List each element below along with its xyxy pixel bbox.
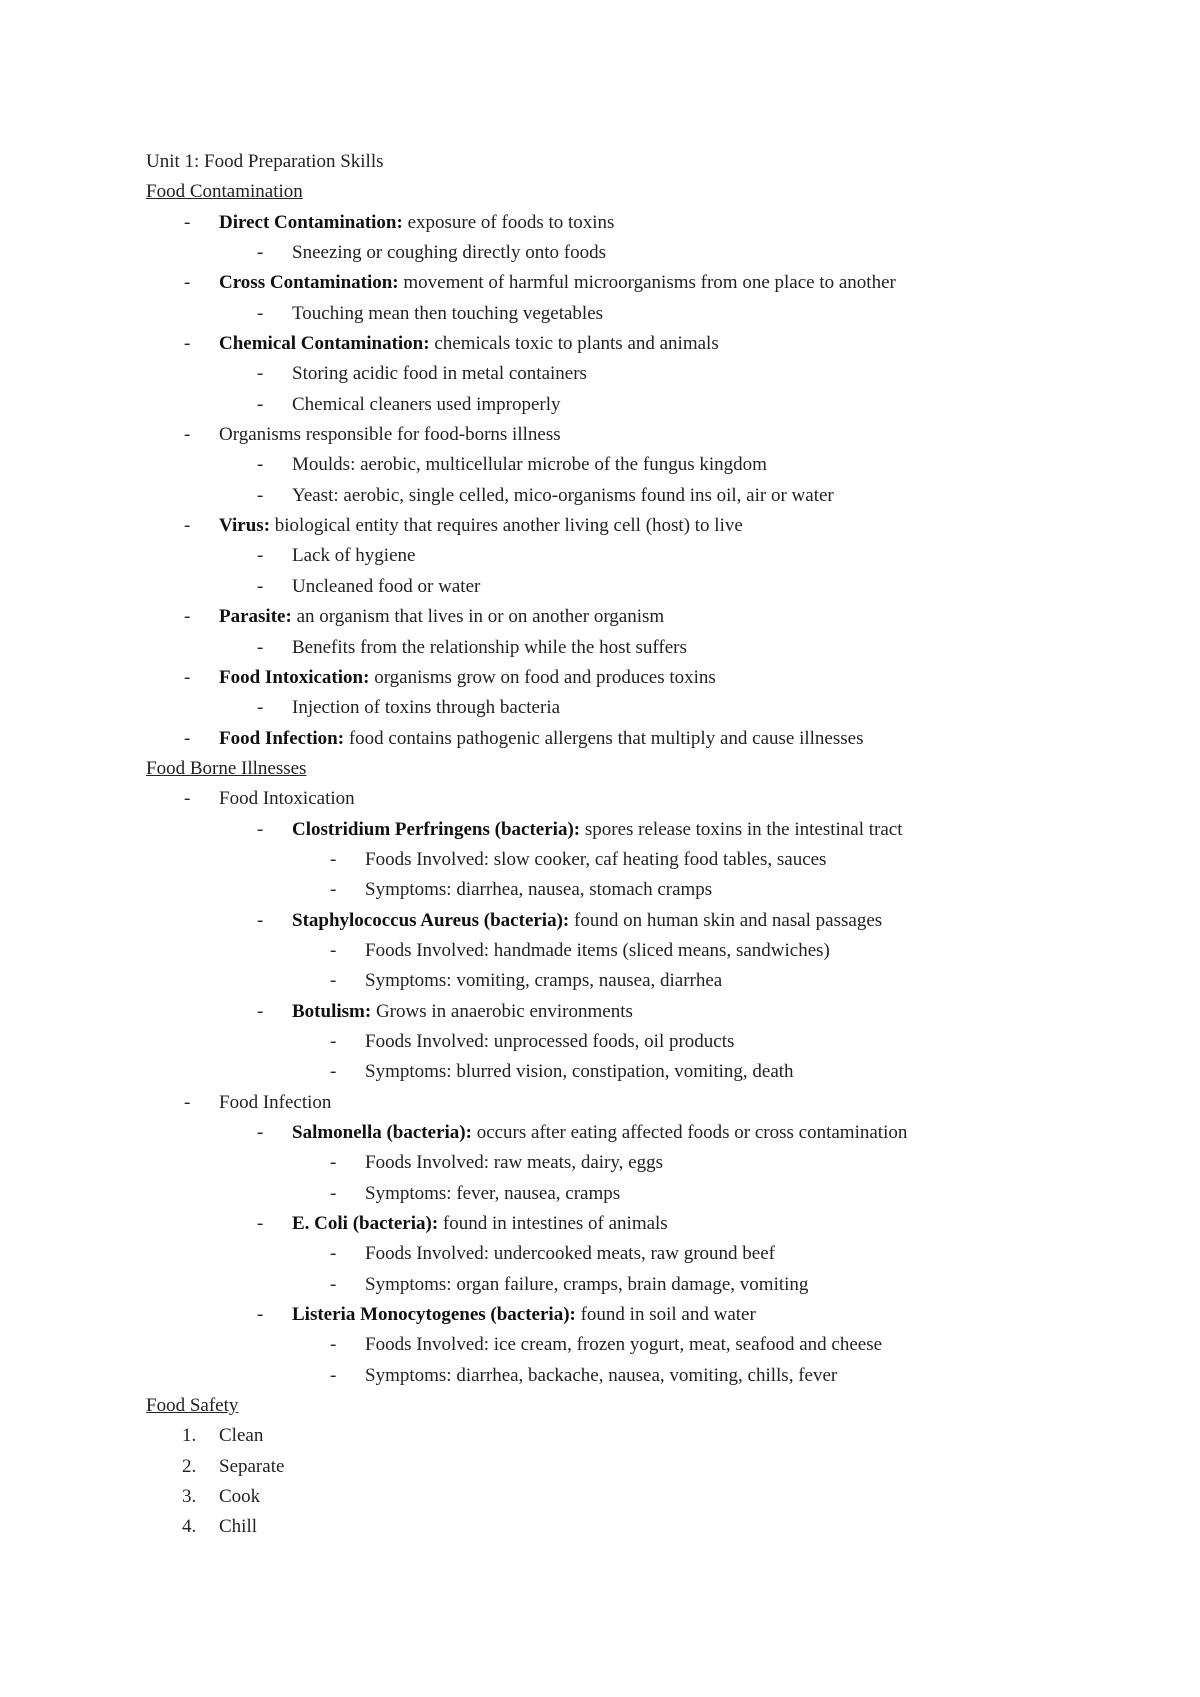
list-item [146,1300,1146,1330]
term: Parasite: [219,606,292,628]
definition: an organism that lives in or on another organism [291,606,665,628]
list-item-text: Benefits from the relationship while the host suffers [292,636,687,658]
definition: chemicals toxic to plants and animals [429,333,719,355]
list-item [146,1179,1146,1209]
list-item [146,268,1146,298]
bullet-marker: - [184,727,191,749]
bullet-marker: - [330,1334,337,1356]
list-item [146,1057,1146,1087]
list-item [146,420,1146,450]
list-item-text: Food Infection [219,1091,332,1113]
bullet-marker: - [330,1061,337,1083]
bullet-marker: - [257,484,264,506]
term: Direct Contamination: [219,211,403,233]
bullet-marker: - [330,1243,337,1265]
bullet-marker: - [257,1213,264,1235]
definition: found in soil and water [575,1304,756,1326]
list-item [146,511,1146,541]
list-item-text: Storing acidic food in metal containers [292,363,587,385]
numbered-item [146,1512,1146,1542]
list-item-text: Foods Involved: ice cream, frozen yogurt, meat, seafood and cheese [365,1334,883,1356]
list-item [146,815,1146,845]
list-item-text: Foods Involved: handmade items (sliced means, sandwiches) [365,939,830,961]
list-item [146,1239,1146,1269]
bullet-marker: - [184,666,191,688]
list-item [146,724,1146,754]
definition: spores release toxins in the intestinal tract [580,818,903,840]
bullet-marker: - [330,1152,337,1174]
bullet-marker: - [184,515,191,537]
list-item-text: Symptoms: fever, nausea, cramps [365,1182,621,1204]
list-item-text: Moulds: aerobic, multicellular microbe of the fungus kingdom [292,454,767,476]
list-item-text: Clean [219,1425,264,1447]
definition: food contains pathogenic allergens that multiply and cause illnesses [344,727,864,749]
list-item [146,299,1146,329]
list-item-text: Symptoms: diarrhea, nausea, stomach cramps [365,879,713,901]
bullet-marker: - [257,1122,264,1143]
definition: Grows in anaerobic environments [371,1000,633,1022]
list-item [146,906,1146,936]
list-item [146,1361,1146,1391]
bullet-marker: - [330,1030,337,1052]
list-item-text: Cook [219,1486,261,1508]
document-title: Unit 1: Food Preparation Skills [146,151,384,172]
list-item [146,329,1146,359]
list-number: 4. [182,1516,197,1538]
term: Salmonella (bacteria): [292,1122,472,1143]
list-item [146,1148,1146,1178]
list-item-text: Symptoms: vomiting, cramps, nausea, diarrhea [365,970,723,992]
list-number: 1. [182,1425,197,1447]
bullet-marker: - [330,1364,337,1386]
bullet-marker: - [257,697,264,719]
list-item [146,966,1146,996]
list-item [146,572,1146,602]
bullet-marker: - [257,545,264,567]
numbered-item [146,1421,1146,1451]
term: Staphylococcus Aureus (bacteria): [292,909,570,931]
list-item-text: Chill [219,1516,258,1538]
bullet-marker: - [330,1273,337,1295]
list-item-text: Foods Involved: undercooked meats, raw ground beef [365,1243,775,1265]
list-item [146,1270,1146,1300]
bullet-marker: - [257,363,264,385]
list-item [146,633,1146,663]
list-item-text: Foods Involved: raw meats, dairy, eggs [365,1152,663,1174]
list-item-text: Food Intoxication [219,788,355,810]
list-item [146,208,1146,238]
section-heading-food-safety: Food Safety [146,1395,239,1417]
bullet-marker: - [257,636,264,658]
bullet-marker: - [330,939,337,961]
list-item-text: Foods Involved: unprocessed foods, oil products [365,1030,735,1052]
list-item-text: Touching mean then touching vegetables [292,302,604,324]
term: E. Coli (bacteria): [292,1213,439,1235]
definition: found in intestines of animals [438,1213,668,1235]
bullet-marker: - [257,454,264,476]
term: Listeria Monocytogenes (bacteria): [292,1304,576,1326]
section-heading-food-contamination: Food Contamination [146,181,303,203]
bullet-marker: - [257,1000,264,1022]
list-number: 2. [182,1455,197,1477]
list-item [146,1330,1146,1360]
definition: organisms grow on food and produces toxins [369,666,716,688]
list-item [146,845,1146,875]
bullet-marker: - [330,970,337,992]
bullet-marker: - [184,272,191,294]
definition: exposure of foods to toxins [402,211,615,233]
list-item-text: Sneezing or coughing directly onto foods [292,242,606,264]
term: Botulism: [292,1000,372,1022]
bullet-marker: - [330,879,337,901]
list-number: 3. [182,1486,197,1508]
list-item-text: Separate [219,1455,285,1477]
list-item [146,602,1146,632]
list-item-text: Yeast: aerobic, single celled, mico-organisms found ins oil, air or water [292,484,834,506]
list-item-text: Lack of hygiene [292,545,416,567]
bullet-marker: - [184,788,191,810]
bullet-marker: - [184,1091,191,1113]
bullet-marker: - [257,393,264,415]
bullet-marker: - [257,1304,264,1326]
bullet-marker: - [257,242,264,264]
numbered-item [146,1452,1146,1482]
definition: found on human skin and nasal passages [569,909,883,931]
list-item-text: Symptoms: blurred vision, constipation, vomiting, death [365,1061,794,1083]
bullet-marker: - [257,818,264,840]
list-item-text: Injection of toxins through bacteria [292,697,561,719]
bullet-marker: - [257,909,264,931]
list-item [146,450,1146,480]
term: Clostridium Perfringens (bacteria): [292,818,581,840]
list-item [146,390,1146,420]
list-item [146,238,1146,268]
list-item [146,481,1146,511]
list-item [146,663,1146,693]
definition: occurs after eating affected foods or cross contamination [471,1122,908,1143]
list-item [146,997,1146,1027]
definition: movement of harmful microorganisms from one place to another [398,272,896,294]
numbered-item [146,1482,1146,1512]
term: Virus: [219,515,271,537]
bullet-marker: - [184,424,191,446]
term: Food Infection: [219,727,345,749]
term: Cross Contamination: [219,272,399,294]
list-item [146,784,1146,814]
list-item [146,1088,1146,1118]
bullet-marker: - [257,302,264,324]
list-item-text: Foods Involved: slow cooker, caf heating food tables, sauces [365,848,827,870]
bullet-marker: - [330,1182,337,1204]
list-item [146,1027,1146,1057]
list-item-text: Chemical cleaners used improperly [292,393,561,415]
list-item [146,693,1146,723]
list-item-text: Organisms responsible for food-borns illness [219,424,561,446]
list-item [146,541,1146,571]
bullet-marker: - [184,606,191,628]
list-item [146,1209,1146,1239]
document-page [146,147,1146,1543]
bullet-marker: - [330,848,337,870]
term: Chemical Contamination: [219,333,430,355]
list-item-text: Uncleaned food or water [292,575,481,597]
list-item [146,875,1146,905]
section-heading-food-borne-illnesses: Food Borne Illnesses [146,757,307,779]
list-item [146,1118,1146,1148]
list-item-text: Symptoms: organ failure, cramps, brain damage, vomiting [365,1273,809,1295]
term: Food Intoxication: [219,666,370,688]
bullet-marker: - [257,575,264,597]
bullet-marker: - [184,333,191,355]
bullet-marker: - [184,211,191,233]
list-item-text: Symptoms: diarrhea, backache, nausea, vomiting, chills, fever [365,1364,838,1386]
list-item [146,936,1146,966]
list-item [146,359,1146,389]
definition: biological entity that requires another living cell (host) to live [270,515,743,537]
